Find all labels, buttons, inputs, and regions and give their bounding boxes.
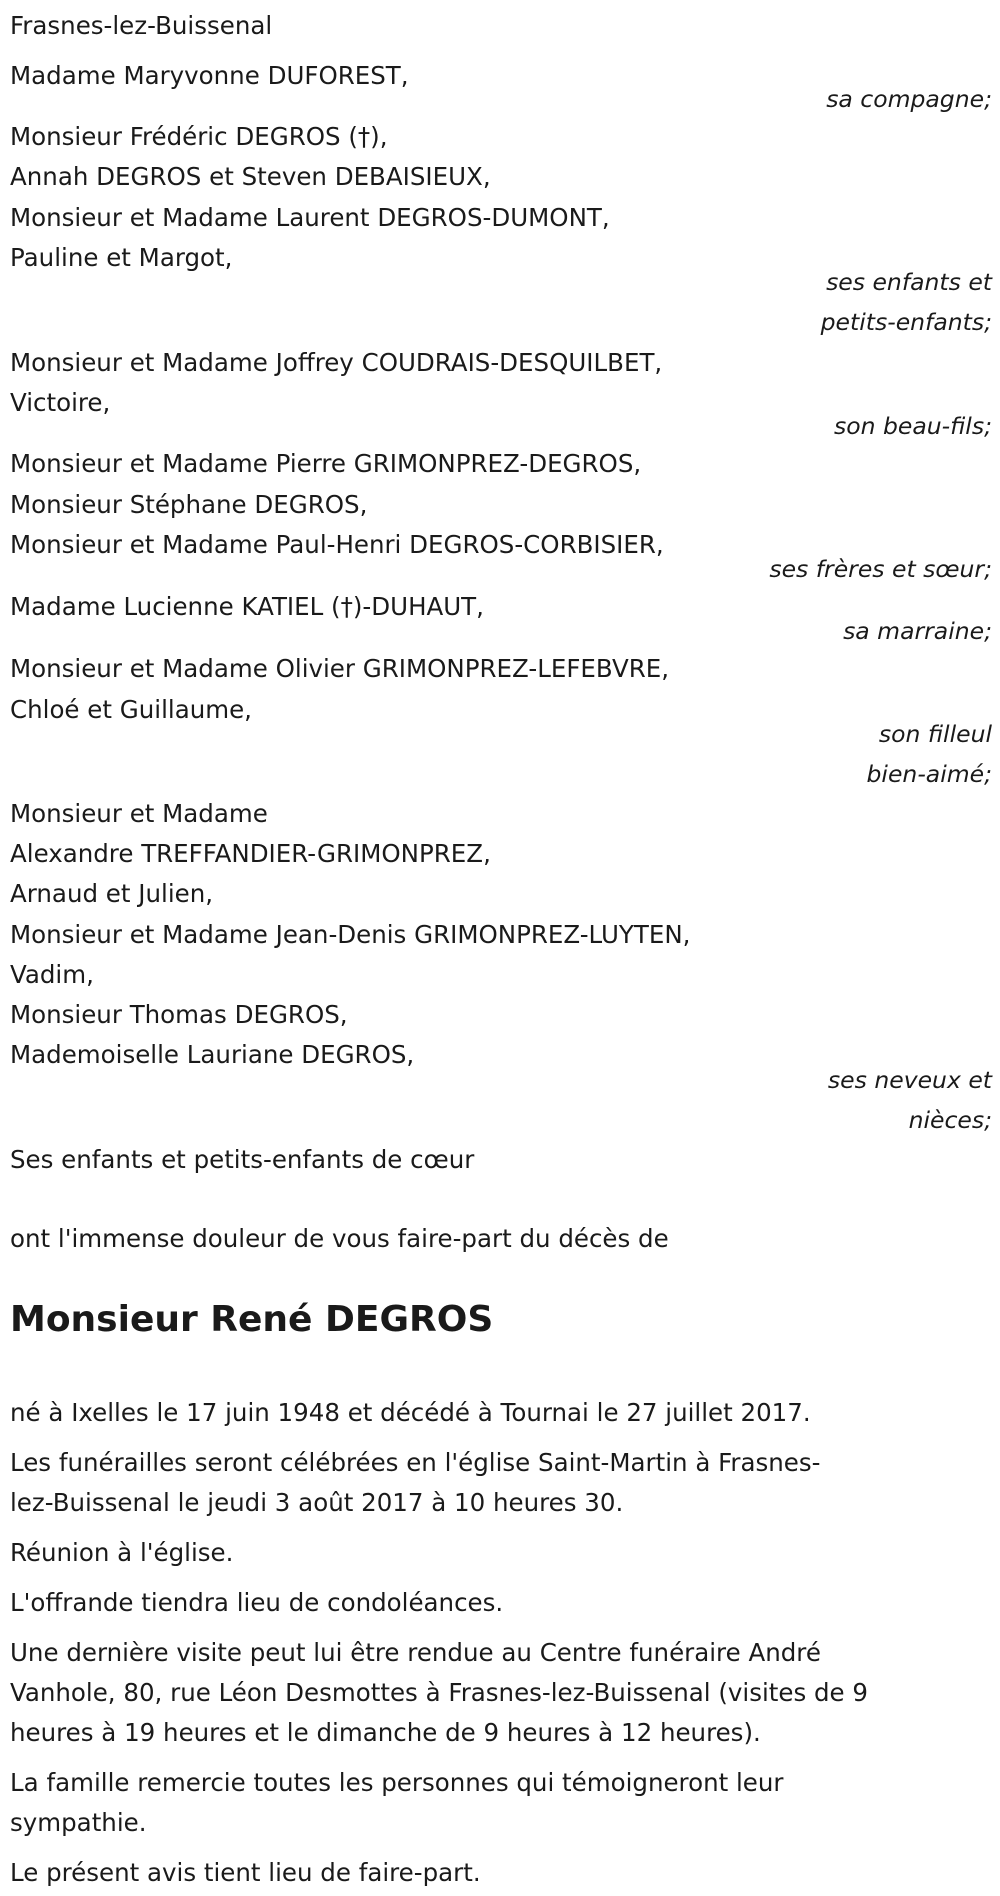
family-member-line: Vadim, xyxy=(10,960,94,989)
family-member-line: Monsieur et Madame xyxy=(10,799,268,828)
family-member-line: Monsieur et Madame Jean-Denis GRIMONPREZ-LUYTEN, xyxy=(10,920,691,949)
family-member-line: Monsieur et Madame Paul-Henri DEGROS-CORBISIER, xyxy=(10,530,664,559)
detail-line: né à Ixelles le 17 juin 1948 et décédé à Tournai le 27 juillet 2017. xyxy=(10,1398,811,1427)
family-member-line: Madame Lucienne KATIEL (†)-DUHAUT, xyxy=(10,592,484,621)
family-member-line: Monsieur et Madame Olivier GRIMONPREZ-LEFEBVRE, xyxy=(10,654,669,683)
location-header: Frasnes-lez-Buissenal xyxy=(10,11,273,40)
detail-line: L'offrande tiendra lieu de condoléances. xyxy=(10,1588,504,1617)
relation-label-line: bien-aimé; xyxy=(866,760,992,788)
detail-line: lez-Buissenal le jeudi 3 août 2017 à 10 heures 30. xyxy=(10,1488,624,1517)
relation-label-line: ses enfants et xyxy=(826,268,992,296)
family-member-line: Victoire, xyxy=(10,388,111,417)
family-member-line: Monsieur Thomas DEGROS, xyxy=(10,1000,348,1029)
family-member-line: Pauline et Margot, xyxy=(10,243,233,272)
relation-label-line: ses neveux et xyxy=(827,1066,992,1094)
family-member-line: Monsieur et Madame Pierre GRIMONPREZ-DEGROS, xyxy=(10,449,642,478)
relation-label-line: son beau-fils; xyxy=(833,412,992,440)
family-member-line: Annah DEGROS et Steven DEBAISIEUX, xyxy=(10,162,491,191)
detail-line: sympathie. xyxy=(10,1808,147,1837)
detail-line: Les funérailles seront célébrées en l'église Saint-Martin à Frasnes- xyxy=(10,1448,821,1477)
family-member-line: Monsieur Frédéric DEGROS (†), xyxy=(10,122,388,151)
family-member-line: Chloé et Guillaume, xyxy=(10,695,252,724)
relation-label xyxy=(572,1060,992,1140)
deceased-name: Monsieur René DEGROS xyxy=(10,1299,494,1340)
detail-line: Une dernière visite peut lui être rendue au Centre funéraire André xyxy=(10,1638,821,1667)
family-member-line: Monsieur Stéphane DEGROS, xyxy=(10,490,368,519)
family-member-line: Arnaud et Julien, xyxy=(10,879,214,908)
relation-label-line: son filleul xyxy=(878,720,992,748)
relation-label xyxy=(572,262,992,342)
relation-label-line: petits-enfants; xyxy=(820,308,992,336)
relation-label-line: sa marraine; xyxy=(843,617,992,645)
relation-label xyxy=(572,79,992,119)
relation-label xyxy=(572,611,992,651)
hearts-line: Ses enfants et petits-enfants de cœur xyxy=(10,1145,475,1174)
family-member-line: Monsieur et Madame Joffrey COUDRAIS-DESQUILBET, xyxy=(10,348,663,377)
relation-label-line: sa compagne; xyxy=(826,85,992,113)
family-member-line: Mademoiselle Lauriane DEGROS, xyxy=(10,1040,415,1069)
announcement-text: ont l'immense douleur de vous faire-part du décès de xyxy=(10,1224,669,1253)
family-member-line: Alexandre TREFFANDIER-GRIMONPREZ, xyxy=(10,839,491,868)
detail-line: Le présent avis tient lieu de faire-part. xyxy=(10,1858,481,1887)
detail-line: Réunion à l'église. xyxy=(10,1538,234,1567)
relation-label-line: nièces; xyxy=(908,1106,992,1134)
relation-label xyxy=(572,714,992,794)
relation-label xyxy=(572,549,992,589)
detail-line: La famille remercie toutes les personnes qui témoigneront leur xyxy=(10,1768,784,1797)
family-member-line: Madame Maryvonne DUFOREST, xyxy=(10,61,409,90)
relation-label-line: ses frères et sœur; xyxy=(769,555,992,583)
family-member-line: Monsieur et Madame Laurent DEGROS-DUMONT, xyxy=(10,203,610,232)
relation-label xyxy=(572,406,992,446)
detail-line: heures à 19 heures et le dimanche de 9 heures à 12 heures). xyxy=(10,1718,761,1747)
detail-line: Vanhole, 80, rue Léon Desmottes à Frasnes-lez-Buissenal (visites de 9 xyxy=(10,1678,869,1707)
